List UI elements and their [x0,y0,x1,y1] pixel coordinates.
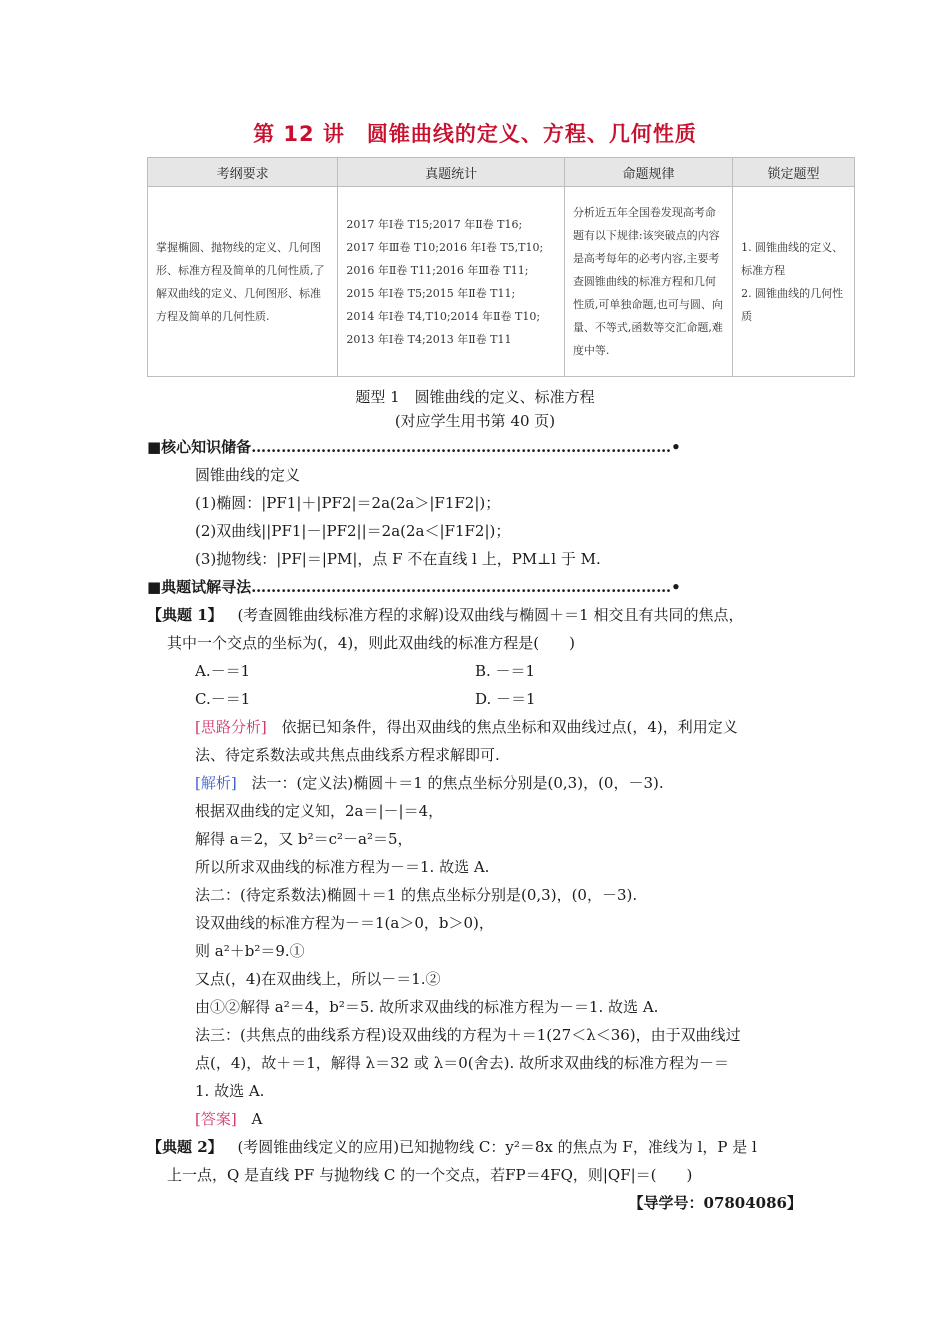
example-2-line-2: 上一点，Q 是直线 PF 与抛物线 C 的一个交点，若FP＝4FQ，则|QF|＝( ) [167,1166,693,1184]
option-d: D. －＝1 [475,690,536,708]
solution-line-7: 则 a²＋b²＝9.① [195,942,305,960]
option-c: C.－＝1 [195,690,251,708]
section-reference: (对应学生用书第 40 页) [394,412,556,430]
solution-line-2: 根据双曲线的定义知，2a＝|－|＝4， [195,802,444,820]
header-suoding: 锁定题型 [733,158,855,187]
example-1-line-1 [147,605,743,625]
exam-stat-line: 2015 年Ⅰ卷 T5;2015 年Ⅱ卷 T11; [346,286,516,300]
cell-requirements: 掌握椭圆、抛物线的定义、几何图形、标准方程及简单的几何性质,了解双曲线的定义、几何图形、标准方程及简单的几何性质. [148,187,338,377]
answer-label: [答案] [195,1110,237,1128]
definition-ellipse: (1)椭圆：|PF1|＋|PF2|＝2a(2a＞|F1F2|)； [195,494,501,512]
solution-text: 法一：(定义法)椭圆＋＝1 的焦点坐标分别是(0,3)，(0，－3). [251,774,664,792]
option-b: B. －＝1 [475,662,536,680]
example-2-text: (考圆锥曲线定义的应用)已知抛物线 C：y²＝8x 的焦点为 F，准线为 l，P 是 l [237,1138,757,1156]
exam-stat-line: 2017 年Ⅲ卷 T10;2016 年Ⅰ卷 T5,T10; [346,240,544,254]
definition-parabola: (3)抛物线：|PF|＝|PM|，点 F 不在直线 l 上，PM⊥l 于 M. [195,550,601,568]
header-kaogang: 考纲要求 [148,158,338,187]
solution-line-10: 法三：(共焦点的曲线系方程)设双曲线的方程为＋＝1(27＜λ＜36)，由于双曲线过 [195,1026,741,1044]
cell-patterns: 分析近五年全国卷发现高考命题有以下规律:该突破点的内容是高考每年的必考内容,主要考查圆锥曲线的标准方程和几何性质,可单独命题,也可与圆、向量、不等式,函数等交汇命题,难度中等. [564,187,732,377]
solution-line-6: 设双曲线的标准方程为－＝1(a＞0，b＞0)， [195,914,494,932]
cell-exam-stats [338,187,565,377]
analysis-line-1 [195,717,738,737]
option-a: A.－＝1 [195,662,251,680]
example-2-label: 【典题 2】 [147,1138,223,1156]
exam-stat-line: 2014 年Ⅰ卷 T4,T10;2014 年Ⅱ卷 T10; [346,309,541,323]
exam-stat-line: 2016 年Ⅱ卷 T11;2016 年Ⅲ卷 T11; [346,263,529,277]
heading-core-knowledge: ■核心知识储备…………………………………………………………………………• [147,438,681,456]
question-type-item: 1. 圆锥曲线的定义、标准方程 [741,240,844,277]
table-row [148,187,855,377]
analysis-line-2: 法、待定系数法或共焦点曲线系方程求解即可. [195,746,500,764]
example-1-text: (考查圆锥曲线标准方程的求解)设双曲线与椭圆＋＝1 相交且有共同的焦点， [237,606,744,624]
answer-line [195,1109,262,1129]
table-header-row [148,158,855,187]
cell-question-types [733,187,855,377]
analysis-label: [思路分析] [195,718,267,736]
definition-title: 圆锥曲线的定义 [195,466,301,484]
solution-line-9: 由①②解得 a²＝4，b²＝5. 故所求双曲线的标准方程为－＝1. 故选 A. [195,998,659,1016]
solution-line-11: 点(，4)，故＋＝1，解得 λ＝32 或 λ＝0(舍去). 故所求双曲线的标准方程为－＝ [195,1054,729,1072]
solution-label: [解析] [195,774,237,792]
definition-hyperbola: (2)双曲线||PF1|－|PF2||＝2a(2a＜|F1F2|)； [195,522,511,540]
page-title: 第 12 讲 圆锥曲线的定义、方程、几何性质 [253,122,697,146]
solution-line-3: 解得 a＝2，又 b²＝c²－a²＝5， [195,830,413,848]
exam-stat-line: 2013 年Ⅰ卷 T4;2013 年Ⅱ卷 T11 [346,332,512,346]
solution-line-5: 法二：(待定系数法)椭圆＋＝1 的焦点坐标分别是(0,3)，(0，－3). [195,886,638,904]
heading-typical-problems: ■典题试解寻法…………………………………………………………………………• [147,578,681,596]
solution-line-12: 1. 故选 A. [195,1082,265,1100]
solution-line-4: 所以所求双曲线的标准方程为－＝1. 故选 A. [195,858,490,876]
solution-line-1 [195,773,664,793]
exam-stat-line: 2017 年Ⅰ卷 T15;2017 年Ⅱ卷 T16; [346,217,523,231]
example-1-label: 【典题 1】 [147,606,223,624]
header-zhenti: 真题统计 [338,158,565,187]
solution-line-8: 又点(，4)在双曲线上，所以－＝1.② [195,970,441,988]
summary-table [147,157,855,377]
guide-number: 【导学号：07804086】 [628,1194,802,1212]
analysis-text: 依据已知条件，得出双曲线的焦点坐标和双曲线过点(，4)，利用定义 [281,718,738,736]
question-type-item: 2. 圆锥曲线的几何性质 [741,286,844,323]
header-mingti: 命题规律 [564,158,732,187]
example-2-line-1 [147,1137,757,1157]
section-title: 题型 1 圆锥曲线的定义、标准方程 [355,388,595,406]
example-1-line-2: 其中一个交点的坐标为(，4)，则此双曲线的标准方程是( ) [167,634,575,652]
answer-value: A [251,1110,263,1128]
